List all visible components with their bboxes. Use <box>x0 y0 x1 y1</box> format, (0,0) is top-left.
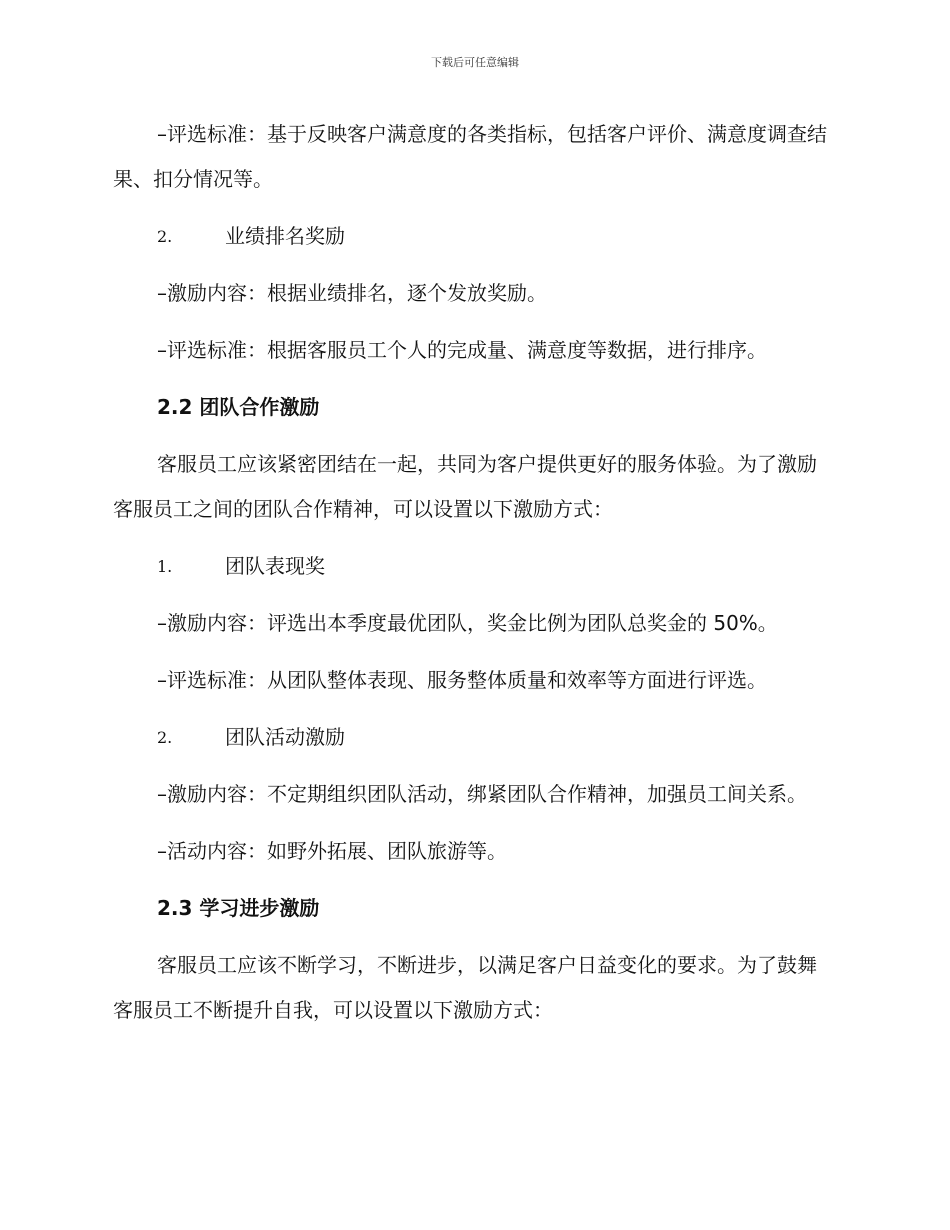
list-item-label: 团队表现奖 <box>225 554 325 578</box>
bullet-criteria-satisfaction: –评选标准：基于反映客户满意度的各类指标，包括客户评价、满意度调查结果、扣分情况等。 <box>113 122 827 191</box>
list-number: 2. <box>157 227 173 246</box>
list-number: 1. <box>157 557 173 576</box>
list-item-team-performance <box>113 544 833 589</box>
list-item-performance-ranking <box>113 214 833 259</box>
bullet-incentive-content: –激励内容：评选出本季度最优团队，奖金比例为团队总奖金的 50%。 <box>157 611 778 635</box>
bullet-criteria-ranking: –评选标准：根据客服员工个人的完成量、满意度等数据，进行排序。 <box>157 338 767 362</box>
list-number: 2. <box>157 728 173 747</box>
list-item-label: 团队活动激励 <box>225 725 345 749</box>
bullet-criteria-team: –评选标准：从团队整体表现、服务整体质量和效率等方面进行评选。 <box>157 668 767 692</box>
list-item-team-activity <box>113 715 833 760</box>
document-body <box>113 112 833 1045</box>
bullet-incentive-content: –激励内容：根据业绩排名，逐个发放奖励。 <box>157 281 547 305</box>
bullet-activity-content: –活动内容：如野外拓展、团队旅游等。 <box>157 839 507 863</box>
section-heading-team-cooperation: 2.2 团队合作激励 <box>157 395 320 419</box>
section-heading-learning-progress: 2.3 学习进步激励 <box>157 896 320 920</box>
header-note: 下载后可任意编辑 <box>431 56 519 69</box>
list-item-label: 业绩排名奖励 <box>225 224 345 248</box>
paragraph-learning-progress: 客服员工应该不断学习，不断进步，以满足客户日益变化的要求。为了鼓舞客服员工不断提升自我，可以设置以下激励方式： <box>113 953 817 1022</box>
paragraph-team-cooperation: 客服员工应该紧密团结在一起，共同为客户提供更好的服务体验。为了激励客服员工之间的团队合作精神，可以设置以下激励方式： <box>113 452 817 521</box>
bullet-incentive-content: –激励内容：不定期组织团队活动，绑紧团队合作精神，加强员工间关系。 <box>157 782 807 806</box>
